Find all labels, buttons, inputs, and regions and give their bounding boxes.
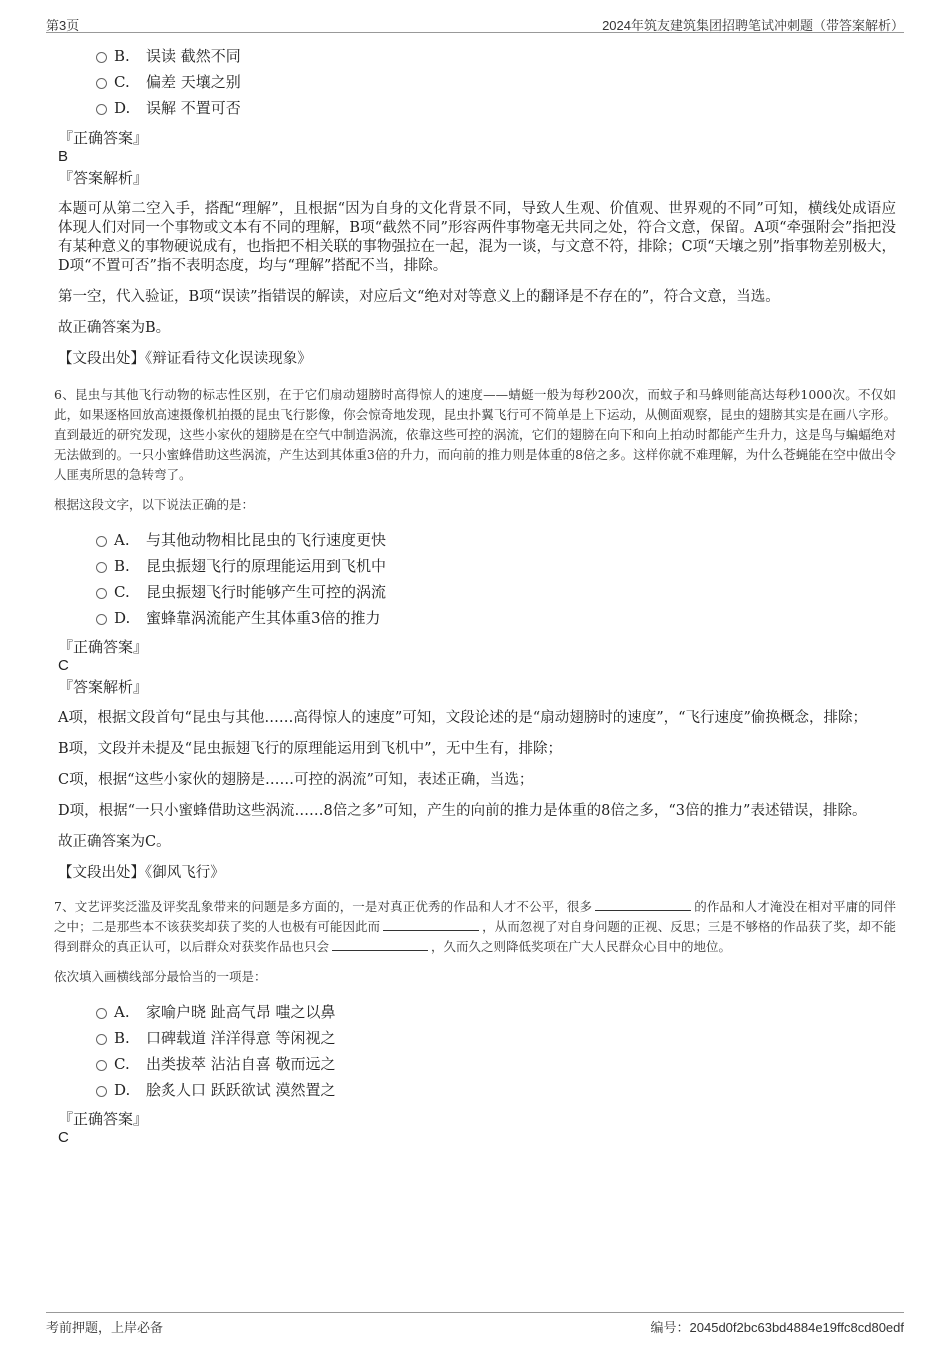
question-prompt: 依次填入画横线部分最恰当的一项是：: [54, 969, 267, 984]
answer-label: 『正确答案』: [58, 1110, 149, 1128]
question-stem: 7、文艺评奖泛滥及评奖乱象带来的问题是多方面的，一是对真正优秀的作品和人才不公平，很多 的作品和人才淹没在相对平庸的同伴之中；二是那些本不该获奖却获了奖的人也极有可能因此而 ，从而忽视了对自身问题的正视、反思；三是不够格的作品获了奖，却不能得到群众的真正认可，以后群众对获奖作品也只会 ，久而久之则降低奖项在广大人民群众心目中的地位。: [54, 899, 896, 954]
source-citation: 【文段出处】《辩证看待文化误读现象》: [58, 351, 312, 367]
option-d[interactable]: D. 脍炙人口 跃跃欲试 漠然置之: [96, 1077, 896, 1103]
option-b[interactable]: B. 昆虫振翅飞行的原理能运用到飞机中: [96, 553, 896, 579]
analysis-paragraph: C项，根据“这些小家伙的翅膀是……可控的涡流”可知，表述正确，当选；: [58, 772, 534, 788]
answer-value: B: [58, 148, 69, 165]
answer-value: C: [58, 1129, 69, 1146]
analysis-paragraph: D项，根据“一只小蜜蜂借助这些涡流……8倍之多”可知，产生的向前的推力是体重的8倍之多，“3倍的推力”表述错误，排除。: [58, 803, 867, 819]
footer-slogan: 考前押题，上岸必备: [46, 1320, 164, 1335]
answer-label: 『正确答案』: [58, 129, 149, 147]
analysis-label: 『答案解析』: [58, 678, 149, 696]
radio-icon[interactable]: [96, 1060, 107, 1071]
fill-blank: [383, 918, 479, 931]
question-stem: 6、昆虫与其他飞行动物的标志性区别，在于它们扇动翅膀时高得惊人的速度——蜻蜓一般为每秒200次，而蚊子和马蜂则能高达每秒1000次。不仅如此，如果逐格回放高速摄像机拍摄的昆虫飞行影像，你会惊奇地发现，昆虫扑翼飞行可不简单是上下运动，从侧面观察，昆虫的翅膀其实是在画八字形。直到最近的研究发现，这些小家伙的翅膀是在空气中制造涡流，依靠这些可控的涡流，它们的翅膀在向下和向上拍动时都能产生升力，这是鸟与蝙蝠绝对无法做到的。一只小蜜蜂借助这些涡流，产生达到其体重3倍的升力，而向前的推力则是体重的8倍之多。这样你就不难理解，为什么苍蝇能在空中做出令人匪夷所思的急转弯了。: [54, 387, 896, 482]
option-c[interactable]: C. 偏差 天壤之别: [96, 69, 896, 95]
option-b[interactable]: B. 误读 截然不同: [96, 43, 896, 69]
option-a[interactable]: A. 家喻户晓 趾高气昂 嗤之以鼻: [96, 999, 896, 1025]
radio-icon[interactable]: [96, 588, 107, 599]
option-c[interactable]: C. 出类拔萃 沾沾自喜 敬而远之: [96, 1051, 896, 1077]
analysis-paragraph: 本题可从第二空入手，搭配“理解”，且根据“因为自身的文化背景不同，导致人生观、价值观、世界观的不同”可知，横线处成语应体现人们对同一个事物或文本有不同的理解，B项“截然不同”形容两件事物毫无共同之处，符合文意，保留。A项“牵强附会”指把没有某种意义的事物硬说成有，也指把不相关联的事物强拉在一起，混为一谈，与文意不符，排除；C项“天壤之别”指事物差别极大，D项“不置可否”指不表明态度，均与“理解”搭配不当，排除。: [58, 201, 896, 274]
option-d[interactable]: D. 蜜蜂靠涡流能产生其体重3倍的推力: [96, 605, 896, 631]
page-footer: [46, 1312, 904, 1335]
analysis-conclusion: 故正确答案为C。: [58, 834, 171, 850]
radio-icon[interactable]: [96, 1086, 107, 1097]
radio-icon[interactable]: [96, 1008, 107, 1019]
fill-blank: [332, 938, 428, 951]
source-citation: 【文段出处】《御风飞行》: [58, 865, 225, 881]
analysis-paragraph: B项，文段并未提及“昆虫振翅飞行的原理能运用到飞机中”，无中生有，排除；: [58, 741, 562, 757]
document-title: 2024年筑友建筑集团招聘笔试冲刺题（带答案解析）: [602, 18, 904, 33]
q7-options: [56, 999, 896, 1103]
radio-icon[interactable]: [96, 1034, 107, 1045]
radio-icon[interactable]: [96, 52, 107, 63]
document-id: 编号：2045d0f2bc63bd4884e19ffc8cd80edf: [650, 1320, 904, 1335]
page-header: [46, 12, 904, 33]
analysis-paragraph: 第一空，代入验证，B项“误读”指错误的解读，对应后文“绝对对等意义上的翻译是不存在的”，符合文意，当选。: [58, 289, 780, 305]
option-b[interactable]: B. 口碑载道 洋洋得意 等闲视之: [96, 1025, 896, 1051]
option-a[interactable]: A. 与其他动物相比昆虫的飞行速度更快: [96, 527, 896, 553]
page-content: [56, 40, 896, 1147]
analysis-conclusion: 故正确答案为B。: [58, 320, 171, 336]
radio-icon[interactable]: [96, 104, 107, 115]
answer-value: C: [58, 657, 69, 674]
analysis-paragraph: A项，根据文段首句“昆虫与其他……高得惊人的速度”可知，文段论述的是“扇动翅膀时的速度”，“飞行速度”偷换概念，排除；: [58, 710, 867, 726]
option-c[interactable]: C. 昆虫振翅飞行时能够产生可控的涡流: [96, 579, 896, 605]
option-d[interactable]: D. 误解 不置可否: [96, 95, 896, 121]
q6-options: [56, 527, 896, 631]
radio-icon[interactable]: [96, 78, 107, 89]
radio-icon[interactable]: [96, 562, 107, 573]
analysis-label: 『答案解析』: [58, 169, 149, 187]
radio-icon[interactable]: [96, 614, 107, 625]
q5-options: [56, 43, 896, 121]
answer-label: 『正确答案』: [58, 638, 149, 656]
fill-blank: [595, 898, 691, 911]
page-number: 第3页: [46, 18, 80, 33]
radio-icon[interactable]: [96, 536, 107, 547]
question-prompt: 根据这段文字，以下说法正确的是：: [54, 497, 255, 512]
